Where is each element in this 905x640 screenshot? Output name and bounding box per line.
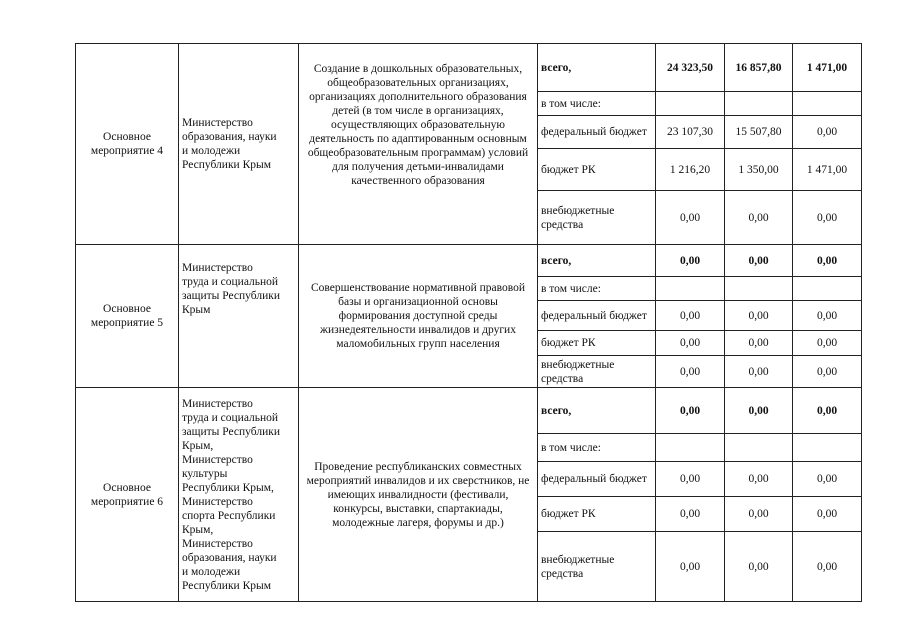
source-label: в том числе: [538, 277, 656, 301]
value-cell [725, 92, 793, 116]
source-label: внебюджетные средства [538, 356, 656, 388]
value-cell: 0,00 [656, 356, 725, 388]
value-cell: 0,00 [793, 245, 862, 277]
source-label: федеральный бюджет [538, 116, 656, 149]
value-cell [656, 434, 725, 462]
value-cell: 0,00 [725, 388, 793, 434]
value-cell: 0,00 [793, 331, 862, 356]
source-label: в том числе: [538, 434, 656, 462]
value-cell: 0,00 [656, 245, 725, 277]
table-row [76, 44, 862, 92]
value-cell: 0,00 [793, 388, 862, 434]
source-label: всего, [538, 245, 656, 277]
source-label: федеральный бюджет [538, 462, 656, 497]
value-cell: 0,00 [725, 191, 793, 245]
value-cell [725, 434, 793, 462]
measure-name: Основное мероприятие 5 [76, 245, 179, 388]
source-label: внебюджетные средства [538, 532, 656, 602]
source-label: всего, [538, 388, 656, 434]
value-cell: 1 350,00 [725, 149, 793, 191]
value-cell: 0,00 [793, 356, 862, 388]
value-cell: 0,00 [725, 497, 793, 532]
funding-table [75, 43, 862, 602]
value-cell: 0,00 [793, 301, 862, 331]
value-cell [793, 434, 862, 462]
value-cell: 15 507,80 [725, 116, 793, 149]
value-cell: 0,00 [656, 331, 725, 356]
value-cell: 16 857,80 [725, 44, 793, 92]
value-cell: 0,00 [725, 301, 793, 331]
value-cell: 0,00 [725, 331, 793, 356]
source-label: бюджет РК [538, 149, 656, 191]
measure-description: Проведение республиканских совместных мероприятий инвалидов и их сверстников, не имеющих инвалидности (фестивали, конкурсы, выставки, спартакиады, молодежные лагеря, форумы и др.) [299, 388, 538, 602]
executor: Министерство труда и социальной защиты Республики Крым, Министерство культуры Республики Крым, Министерство спорта Республики Крым, Министерство образования, науки и молодежи Республики Крым [179, 388, 299, 602]
source-label: бюджет РК [538, 497, 656, 532]
value-cell: 0,00 [793, 462, 862, 497]
value-cell: 0,00 [725, 245, 793, 277]
value-cell [656, 277, 725, 301]
value-cell: 0,00 [656, 388, 725, 434]
value-cell [656, 92, 725, 116]
value-cell: 0,00 [656, 191, 725, 245]
source-label: федеральный бюджет [538, 301, 656, 331]
value-cell: 0,00 [793, 191, 862, 245]
source-label: внебюджетные средства [538, 191, 656, 245]
executor: Министерство образования, науки и молодежи Республики Крым [179, 44, 299, 245]
value-cell: 24 323,50 [656, 44, 725, 92]
source-label: всего, [538, 44, 656, 92]
measure-description: Совершенствование нормативной правовой базы и организационной основы формирования доступной среды жизнедеятельности инвалидов и других маломобильных групп населения [299, 245, 538, 388]
value-cell [793, 277, 862, 301]
value-cell: 1 471,00 [793, 44, 862, 92]
value-cell [793, 92, 862, 116]
value-cell: 0,00 [656, 462, 725, 497]
value-cell: 0,00 [656, 301, 725, 331]
value-cell: 0,00 [793, 497, 862, 532]
value-cell: 0,00 [656, 497, 725, 532]
value-cell: 1 471,00 [793, 149, 862, 191]
source-label: в том числе: [538, 92, 656, 116]
value-cell [725, 277, 793, 301]
value-cell: 0,00 [793, 116, 862, 149]
executor: Министерство труда и социальной защиты Республики Крым [179, 245, 299, 388]
value-cell: 1 216,20 [656, 149, 725, 191]
value-cell: 0,00 [656, 532, 725, 602]
source-label: бюджет РК [538, 331, 656, 356]
value-cell: 0,00 [725, 356, 793, 388]
measure-description: Создание в дошкольных образовательных, общеобразовательных организациях, организациях дополнительного образования детей (в том числе в организациях, осуществляющих образовательную деятельность по адаптированным основным общеобразовательным программам) условий для получения детьми-инвалидами качественного образования [299, 44, 538, 245]
value-cell: 0,00 [725, 462, 793, 497]
measure-name: Основное мероприятие 6 [76, 388, 179, 602]
value-cell: 23 107,30 [656, 116, 725, 149]
table-row [76, 388, 862, 434]
value-cell: 0,00 [725, 532, 793, 602]
table-row [76, 245, 862, 277]
measure-name: Основное мероприятие 4 [76, 44, 179, 245]
value-cell: 0,00 [793, 532, 862, 602]
